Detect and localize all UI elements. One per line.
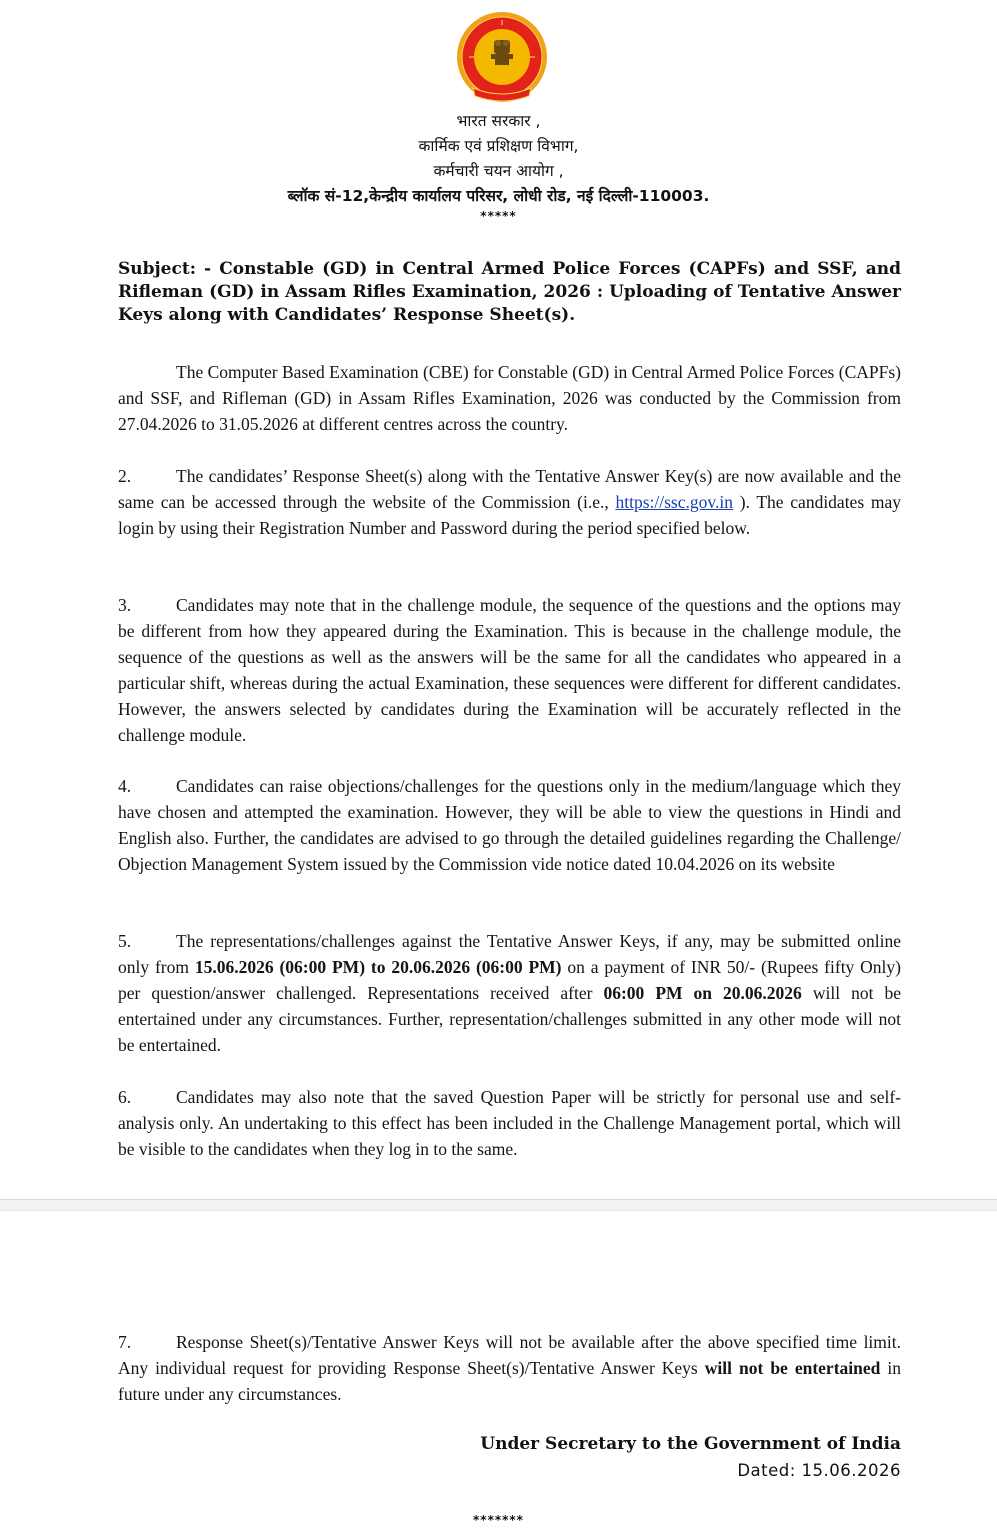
paragraph-4-number: 4. xyxy=(118,776,132,796)
challenge-window-dates: 15.06.2026 (06:00 PM) to 20.06.2026 (06:00 PM) xyxy=(194,957,562,977)
paragraph-7-text-2: in future under any circumstances. xyxy=(118,1358,901,1404)
paragraph-4-text: Candidates can raise objections/challenges for the questions only in the medium/language which they have chosen and attempted the examination. However, they will be able to view the questions in Hindi and English also. Further, the candidates are advised to go through the detailed guidelines regarding the Challenge/ Objection Management System issued by the Commission vide notice dated 10.04.2026 on its website xyxy=(118,776,901,874)
paragraph-3 xyxy=(118,592,901,748)
paragraph-7-text-1: Response Sheet(s)/Tentative Answer Keys will not be available after the above specified time limit. Any individual request for providing Response Sheet(s)/Tentative Answer Keys xyxy=(118,1332,901,1378)
paragraph-1-text: The Computer Based Examination (CBE) for Constable (GD) in Central Armed Police Forces (CAPFs) and SSF, and Rifleman (GD) in Assam Rifles Examination, 2026 was conducted by the Commission from 27.04.2026 to 31.05.2026 at different centres across the country. xyxy=(118,362,901,434)
paragraph-2 xyxy=(118,463,901,541)
paragraph-5-text-3: will not be entertained under any circumstances. Further, representation/challenges submitted in any other mode will not be entertained. xyxy=(118,983,901,1055)
subject-line: Subject: - Constable (GD) in Central Armed Police Forces (CAPFs) and SSF, and Rifleman (GD) in Assam Rifles Examination, 2026 : Uploading of Tentative Answer Keys along with Candidates’ Response Sheet(s). xyxy=(118,259,901,325)
paragraph-2-text-end: ). The candidates may login by using their Registration Number and Password during the period specified below. xyxy=(118,492,902,538)
paragraph-4 xyxy=(118,773,901,877)
paragraph-1 xyxy=(118,359,901,437)
header-address: ब्लॉक सं-12,केन्द्रीय कार्यालय परिसर, लोधी रोड, नई दिल्ली-110003. xyxy=(287,187,710,205)
paragraph-5-text-1: The representations/challenges against the Tentative Answer Keys, if any, may be submitted online only from xyxy=(118,931,901,977)
paragraph-5-number: 5. xyxy=(118,931,132,951)
header-line-department: कार्मिक एवं प्रशिक्षण विभाग, xyxy=(418,137,579,155)
page-break-divider xyxy=(0,1199,997,1211)
paragraph-6-text: Candidates may also note that the saved Question Paper will be strictly for personal use and self-analysis only. An undertaking to this effect has been included in the Challenge Management portal, which will be visible to the candidates when they log in to the same. xyxy=(118,1087,901,1159)
signatory-title: Under Secretary to the Government of India xyxy=(480,1434,901,1454)
paragraph-3-number: 3. xyxy=(118,595,132,615)
header-line-commission: कर्मचारी चयन आयोग , xyxy=(433,162,564,180)
challenge-deadline: 06:00 PM on 20.06.2026 xyxy=(603,983,802,1003)
header-stars: ***** xyxy=(480,209,517,223)
ssc-website-link[interactable]: https://ssc.gov.in xyxy=(615,492,733,512)
paragraph-7-number: 7. xyxy=(118,1332,132,1352)
paragraph-6-number: 6. xyxy=(118,1087,132,1107)
paragraph-7-bold: will not be entertained xyxy=(704,1358,881,1378)
header-line-govt: भारत सरकार , xyxy=(456,112,541,130)
letterhead xyxy=(0,109,997,223)
footer-stars: ******* xyxy=(473,1513,524,1527)
paragraph-7 xyxy=(118,1329,901,1407)
signature-date: Dated: 15.06.2026 xyxy=(737,1461,901,1480)
paragraph-2-text-start: The candidates’ Response Sheet(s) along with the Tentative Answer Key(s) are now available and the same can be accessed through the website of the Commission (i.e., xyxy=(118,466,901,512)
paragraph-3-text: Candidates may note that in the challenge module, the sequence of the questions and the options may be different from how they appeared during the Examination. This is because in the challenge module, the sequence of the questions as well as the answers will be the same for all the candidates who appeared in a particular shift, whereas during the actual Examination, these sequences were different for different candidates. However, the answers selected by candidates during the Examination will be accurately reflected in the challenge module. xyxy=(118,595,901,745)
paragraph-5 xyxy=(118,928,901,1058)
paragraph-2-number: 2. xyxy=(118,466,132,486)
paragraph-6 xyxy=(118,1084,901,1162)
paragraph-5-text-2: on a payment of INR 50/- (Rupees fifty Only) per question/answer challenged. Representations received after xyxy=(118,957,901,1003)
ssc-emblem-logo xyxy=(443,10,561,110)
